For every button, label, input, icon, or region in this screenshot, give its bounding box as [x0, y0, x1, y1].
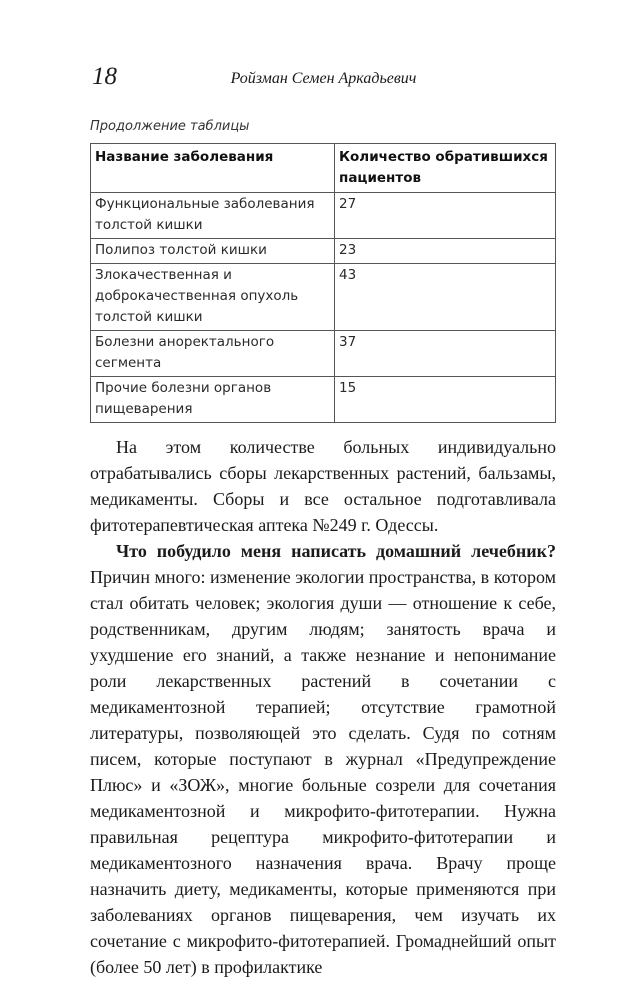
- paragraph: [90, 538, 556, 980]
- table-row: [91, 264, 556, 331]
- table-row: [91, 331, 556, 377]
- patient-count-cell: 37: [335, 331, 556, 377]
- table-header-row: [91, 144, 556, 193]
- disease-name-cell: Злокачественная и доброкачественная опухоль толстой кишки: [91, 264, 335, 331]
- column-header-patients: Количество обратившихся пациентов: [335, 144, 556, 193]
- body-text: [90, 434, 556, 980]
- column-header-disease: Название заболевания: [91, 144, 335, 193]
- table-row: [91, 239, 556, 264]
- running-head: Ройзман Семен Аркадьевич: [230, 70, 417, 87]
- table-row: [91, 377, 556, 423]
- disease-name-cell: Функциональные заболевания толстой кишки: [91, 193, 335, 239]
- disease-name-cell: Прочие болезни органов пищеварения: [91, 377, 335, 423]
- patient-count-cell: 23: [335, 239, 556, 264]
- disease-name-cell: Полипоз толстой кишки: [91, 239, 335, 264]
- table-row: [91, 193, 556, 239]
- paragraph-lead-question: Что побудило меня написать домашний лечебник?: [116, 541, 556, 561]
- patient-count-cell: 27: [335, 193, 556, 239]
- page-number: 18: [92, 63, 117, 90]
- diseases-table: [90, 143, 556, 423]
- disease-name-cell: Болезни аноректального сегмента: [91, 331, 335, 377]
- patient-count-cell: 43: [335, 264, 556, 331]
- paragraph: На этом количестве больных индивидуально отрабатывались сборы лекарственных растений, бальзамы, медикаменты. Сборы и все остальное подготавливала фитотерапевтическая аптека №249 г. Одессы.: [90, 437, 556, 535]
- table-caption: Продолжение таблицы: [90, 119, 250, 134]
- paragraph-text: Причин много: изменение экологии пространства, в котором стал обитать человек; экология души — отношение к себе, родственникам, другим людям; занятость врача и ухудшение его знаний, а также незнание и непонимание роли лекарственных растений в сочетании с медикаментозной терапией; отсутствие грамотной литературы, позволяющей это сделать. Судя по сотням писем, которые поступают в журнал «Предупреждение Плюс» и «ЗОЖ», многие больные созрели для сочетания медикаментозной и микрофито-фитотерапии. Нужна правильная рецептура микрофито-фитотерапии и медикаментозного назначения врача. Врачу проще назначить диету, медикаменты, которые применяются при заболеваниях органов пищеварения, чем изучать их сочетание с микрофито-фитотерапией. Громаднейший опыт (более 50 лет) в профилактике: [90, 567, 556, 977]
- patient-count-cell: 15: [335, 377, 556, 423]
